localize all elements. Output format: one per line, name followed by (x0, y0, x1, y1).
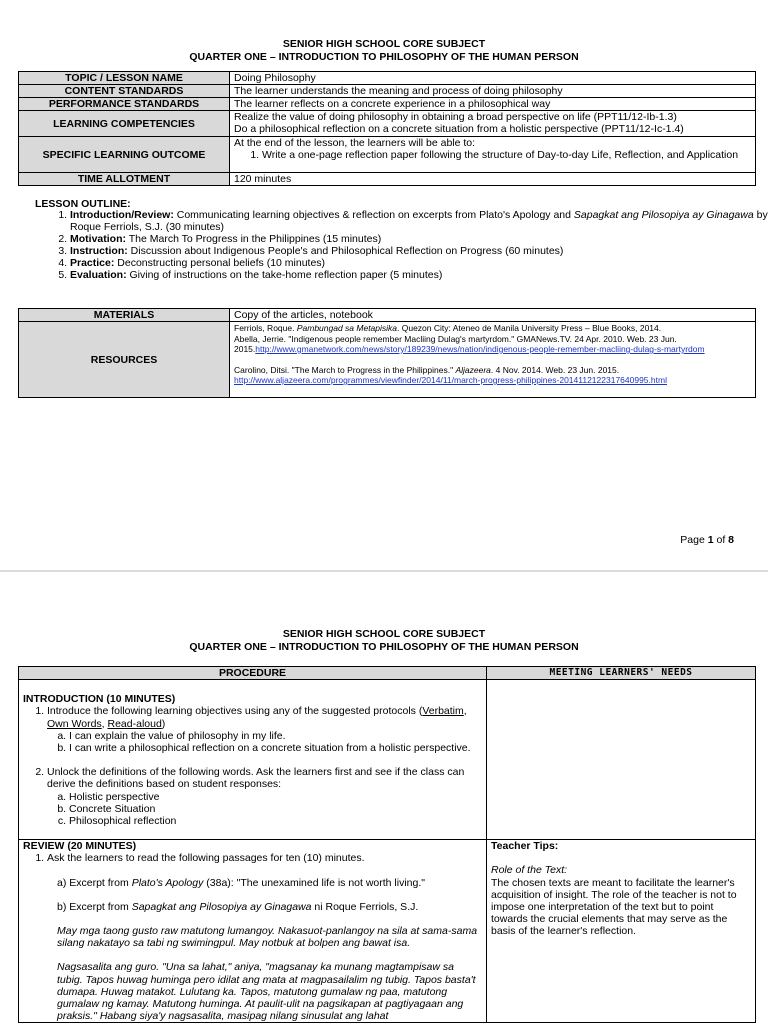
learning-competencies-value (230, 111, 756, 137)
introduction-step (47, 705, 482, 754)
page-of: of (713, 534, 729, 546)
procedure-column-header: PROCEDURE (19, 667, 487, 680)
outline-item-text: Discussion about Indigenous People's and Philosophical Reflection on Progress (60 minutes) (127, 245, 564, 257)
resource-spacer (234, 355, 751, 365)
outcome-intro: At the end of the lesson, the learners will be able to: (234, 137, 476, 149)
document-page-2 (0, 572, 768, 1024)
outline-item-text: The March To Progress in the Philippines (15 minutes) (126, 233, 382, 245)
specific-outcome-value (230, 137, 756, 173)
resource-link[interactable]: http://www.aljazeera.com/programmes/viewfinder/2014/11/march-progress-philippines-2014112122317640995.html (234, 375, 667, 385)
word-item: c. Philosophical reflection (69, 815, 482, 827)
passage-1: May mga taong gusto raw matutong lumangoy. Nakasuot-panlangoy na sila at sama-sama silang nakatayo sa tabi ng swimingpul. May notbuk at bolpen ang bawat isa. (57, 925, 478, 950)
outline-item (70, 209, 768, 233)
introduction-needs-cell (487, 680, 756, 840)
lesson-outline-title: LESSON OUTLINE: (35, 198, 131, 210)
excerpt-title: Plato's Apology (131, 876, 204, 889)
resources-label: RESOURCES (19, 322, 230, 398)
review-heading: REVIEW (20 MINUTES) (23, 840, 137, 853)
outline-item-label: Instruction: (70, 245, 128, 257)
page-number (680, 534, 734, 546)
protocol-verbatim: Verbatim (422, 705, 464, 718)
content-standards-label: CONTENT STANDARDS (19, 85, 230, 98)
review-needs-cell (487, 840, 756, 1023)
materials-value: Copy of the articles, notebook (230, 309, 756, 322)
header-quarter: QUARTER ONE – INTRODUCTION TO PHILOSOPHY OF THE HUMAN PERSON (189, 51, 579, 63)
excerpt-b (23, 901, 482, 913)
performance-standards-label: PERFORMANCE STANDARDS (19, 98, 230, 111)
introduction-heading: INTRODUCTION (10 MINUTES) (23, 693, 176, 706)
step-text: ) (161, 717, 166, 730)
outline-item-label: Motivation: (70, 233, 126, 245)
learning-competencies-label: LEARNING COMPETENCIES (19, 111, 230, 137)
resources-value (230, 322, 756, 398)
resource-text: . 4 Nov. 2014. Web. 23 Jun. 2015. (490, 364, 620, 375)
competency-1: Realize the value of doing philosophy in obtaining a broad perspective on life (PPT11/12-Ib-1.3) (234, 111, 677, 123)
topic-label: TOPIC / LESSON NAME (19, 72, 230, 85)
materials-label: MATERIALS (19, 309, 230, 322)
resource-ferriols (234, 323, 751, 334)
excerpt-text: (38a): "The unexamined life is not worth living." (203, 876, 426, 889)
page-prefix: Page (680, 534, 708, 546)
objectives-list (47, 730, 482, 754)
page-total: 8 (728, 534, 734, 546)
outline-item (70, 245, 768, 257)
specific-outcome-label: SPECIFIC LEARNING OUTCOME (19, 137, 230, 173)
resource-title: Pambungad sa Metapisika (296, 323, 398, 333)
protocol-read-aloud: Read-aloud (107, 717, 162, 730)
lesson-outline-list (36, 209, 768, 281)
resource-abella (234, 334, 751, 355)
outline-item-text: Communicating learning objectives & reflection on excerpts from Plato's Apology and (173, 209, 574, 221)
separator: , (101, 717, 108, 730)
review-cell (19, 840, 487, 1023)
excerpt-text: b) Excerpt from (57, 900, 132, 913)
excerpt-text: ni Roque Ferriols, S.J. (311, 900, 419, 913)
excerpt-text: a) Excerpt from (57, 876, 132, 889)
passage-2: Nagsasalita ang guro. "Una sa lahat," aniya, "magsanay ka munang magtampisaw sa tubig. Tapos huwag huminga pero idilat ang mata at magpasailalim ng tubig. Tapos basta't dumapa. Huwag matakot. Lulutang ka. Tapos, matutong gumalaw ng paa, matutong gumalaw ng kamay. Matutong huminga. At paulit-ulit na pagsikapan at pagtiyagaan ang praksis." Habang siya'y nagsasalita, masipag nilang sinusulat ang lahat (57, 961, 476, 1023)
step-text: Unlock the definitions of the following words. Ask the learners first and see if the class can derive the definitions based on student responses: (47, 766, 465, 791)
introduction-steps (23, 705, 482, 827)
time-allotment-value: 120 minutes (230, 173, 756, 186)
objective-item: b. I can write a philosophical reflection on a concrete situation from a holistic perspective. (69, 742, 482, 754)
protocol-own-words: Own Words (47, 717, 102, 730)
resource-text: Carolino, Ditsi. "The March to Progress in the Philippines." (234, 364, 456, 375)
outline-item-text-2: by Roque Ferriols, S.J. (30 minutes) (70, 209, 768, 233)
teacher-tips-text: The chosen texts are meant to facilitate the learner's acquisition of insight. The role of the teacher is not to impose one interpretation of the text but to point towards the crucial elements that may serve as the basis of the learner's reflection. (491, 876, 737, 938)
page-header (0, 628, 768, 654)
competency-2: Do a philosophical reflection on a concrete situation from a holistic perspective (PPT11/12-Ic-1.4) (234, 123, 684, 135)
time-allotment-label: TIME ALLOTMENT (19, 173, 230, 186)
review-step: 1. Ask the learners to read the following passages for ten (10) minutes. (47, 852, 482, 864)
page-current: 1 (707, 534, 714, 546)
outcome-item: 1. Write a one-page reflection paper following the structure of Day-to-day Life, Reflection, and Application (262, 149, 751, 161)
performance-standards-value: The learner reflects on a concrete experience in a philosophical way (230, 98, 756, 111)
resource-text: Ferriols, Roque. (234, 323, 297, 333)
outline-item (70, 257, 768, 269)
header-quarter: QUARTER ONE – INTRODUCTION TO PHILOSOPHY OF THE HUMAN PERSON (189, 641, 579, 653)
page-header (0, 38, 768, 64)
word-item: a. Holistic perspective (69, 791, 482, 803)
introduction-cell (19, 680, 487, 840)
resource-title: Aljazeera (455, 364, 491, 375)
review-steps (23, 852, 482, 864)
teacher-tips-subheading: Role of the Text: (491, 864, 568, 877)
materials-table (18, 308, 756, 398)
outline-item-text: Giving of instructions on the take-home reflection paper (5 minutes) (126, 269, 443, 281)
content-standards-value: The learner understands the meaning and process of doing philosophy (230, 85, 756, 98)
outline-item (70, 233, 768, 245)
teacher-tips-heading: Teacher Tips: (491, 840, 559, 853)
separator: , (463, 705, 467, 718)
objective-item: a. I can explain the value of philosophy in my life. (69, 730, 482, 742)
outline-item-text: Deconstructing personal beliefs (10 minutes) (114, 257, 326, 269)
header-subject: SENIOR HIGH SCHOOL CORE SUBJECT (282, 628, 486, 640)
header-subject: SENIOR HIGH SCHOOL CORE SUBJECT (282, 38, 486, 50)
resource-carolino (234, 365, 751, 376)
learners-needs-column-header: MEETING LEARNERS' NEEDS (487, 667, 756, 680)
procedure-table (18, 666, 756, 1023)
outline-item (70, 269, 768, 281)
outline-item-label: Evaluation: (70, 269, 127, 281)
word-item: b. Concrete Situation (69, 803, 482, 815)
outline-item-italic: Sapagkat ang Pilosopiya ay Ginagawa (573, 209, 754, 221)
resource-link[interactable]: http://www.gmanetwork.com/news/story/189239/news/nation/indigenous-people-remember-macliing-dulag-s-martyrdom (255, 344, 705, 354)
outline-item-label: Introduction/Review: (70, 209, 174, 221)
outcome-list (234, 149, 751, 161)
resource-text: . Quezon City: Ateneo de Manila University Press – Blue Books, 2014. (397, 323, 662, 333)
topic-value: Doing Philosophy (230, 72, 756, 85)
resource-text: Abella, Jerrie. "Indigenous people remember Macliing Dulag's martyrdom." GMANews.TV. 24 Apr. 2010. Web. 23 Jun. 2015. (234, 333, 677, 354)
introduction-step (47, 766, 482, 827)
lesson-info-table (18, 71, 756, 186)
words-list (47, 791, 482, 828)
outline-item-label: Practice: (70, 257, 115, 269)
excerpt-a (23, 877, 482, 889)
step-text: Introduce the following learning objectives using any of the suggested protocols ( (47, 705, 423, 718)
excerpt-title: Sapagkat ang Pilosopiya ay Ginagawa (131, 900, 312, 913)
